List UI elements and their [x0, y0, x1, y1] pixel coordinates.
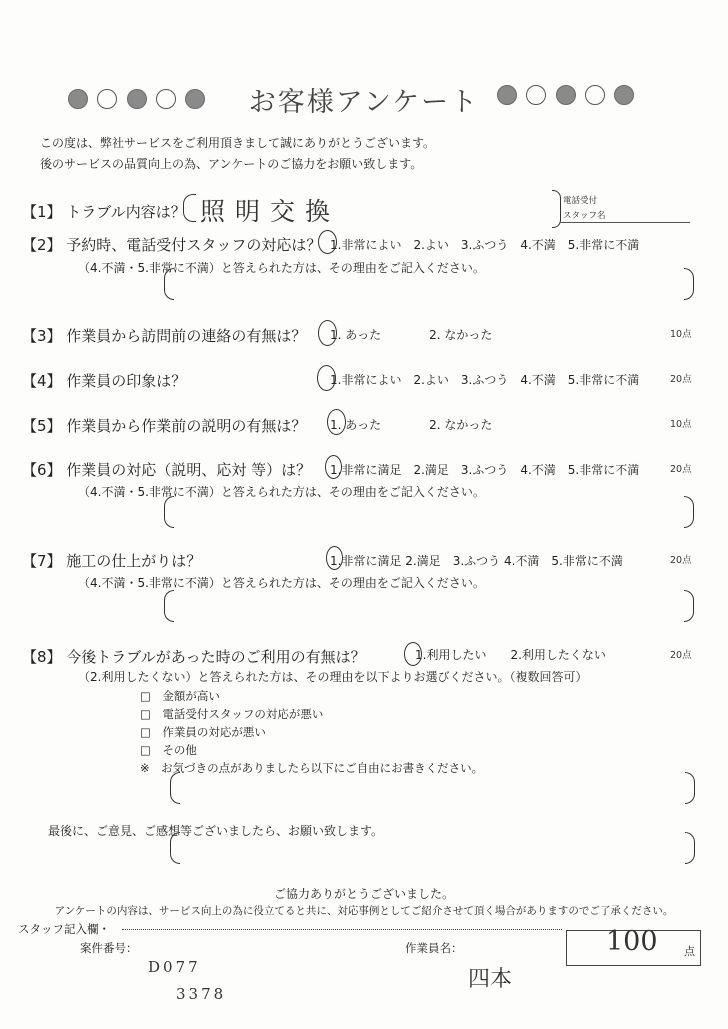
q8-note: （2.利用したくない）と答えられた方は、その理由を以下よりお選びください。（複数回答可） [78, 670, 588, 684]
q5-answer-circle [327, 409, 346, 435]
q8-check-other[interactable]: □ その他 [140, 743, 197, 757]
q4-options: 1.非常によい 2.よい 3.ふつう 4.不満 5.非常に不満 [330, 373, 640, 387]
q1-label: 【1】 トラブル内容は？ [22, 203, 186, 221]
final-note: 最後に、ご意見、ご感想等ございましたら、お願い致します。 [48, 824, 384, 838]
q7-points: 20点 [670, 555, 692, 566]
q2-answer-circle [318, 230, 337, 254]
q8-label: 【8】 今後トラブルがあった時のご利用の有無は？ [22, 648, 366, 666]
q8-check-price[interactable]: □ 金額が高い [140, 689, 220, 703]
q8-check-phone-staff[interactable]: □ 電話受付スタッフの対応が悪い [140, 707, 324, 721]
staff-section-divider [122, 929, 562, 930]
q7-label: 【7】 施工の仕上がりは？ [22, 552, 202, 570]
q5-options: 1. あった 2. なかった [330, 418, 493, 432]
q4-label: 【4】 作業員の印象は？ [22, 372, 187, 390]
deco-dot-filled [614, 85, 634, 105]
case-number-handwritten-1: D077 [148, 958, 201, 976]
q6-label: 【6】 作業員の対応（説明、応対 等）は？ [22, 461, 312, 479]
q4-answer-circle [317, 365, 336, 391]
staff-box-line [560, 222, 690, 223]
worker-name-label: 作業員名： [405, 941, 463, 955]
q6-answer-circle [325, 455, 342, 479]
staff-section-header: スタッフ記入欄・ [18, 922, 110, 936]
q8-points: 20点 [670, 650, 692, 661]
page-title: お客様アンケート [248, 87, 480, 118]
q7-options: 1.非常に満足 2.満足 3.ふつう 4.不満 5.非常に不満 [330, 554, 623, 568]
staff-box-line1: 電話受付 [563, 196, 598, 206]
q2-reason-field[interactable] [164, 268, 694, 300]
score-unit: 点 [684, 945, 695, 958]
intro-line-1: この度は、弊社サービスをご利用頂きまして誠にありがとうございます。 [40, 136, 436, 150]
q8-free-note: ※ お気づきの点がありましたら以下にご自由にお書きください。 [140, 761, 484, 775]
q7-answer-circle [326, 546, 343, 570]
q5-label: 【5】 作業員から作業前の説明の有無は？ [22, 417, 307, 435]
q6-options: 1.非常に満足 2.満足 3.ふつう 4.不満 5.非常に不満 [330, 463, 640, 477]
q2-label: 【2】 予約時、電話受付スタッフの対応は？ [22, 236, 322, 254]
deco-dot [526, 85, 546, 105]
deco-dot-filled [556, 85, 576, 105]
score-value-handwritten: 100 [606, 926, 658, 957]
q6-note: （4.不満・5.非常に不満）と答えられた方は、その理由をご記入ください。 [78, 485, 485, 499]
disclaimer-text: アンケートの内容は、サービス向上の為に役立てると共に、対応事例としてご紹介させて頂く場合がありますのでご了承ください。 [54, 905, 674, 917]
intro-line-2: 後のサービスの品質向上の為、アンケートのご協力をお願い致します。 [40, 157, 423, 171]
q8-answer-circle [404, 642, 422, 666]
q2-options: 1.非常によい 2.よい 3.ふつう 4.不満 5.非常に不満 [330, 238, 640, 252]
q6-points: 20点 [670, 464, 692, 475]
q3-options: 1. あった 2. なかった [330, 328, 493, 342]
q4-points: 20点 [670, 374, 692, 385]
staff-box-line2: スタッフ名 [563, 211, 606, 221]
q3-answer-circle [318, 320, 337, 346]
q7-note: （4.不満・5.非常に不満）と答えられた方は、その理由をご記入ください。 [78, 576, 485, 590]
q8-check-worker[interactable]: □ 作業員の対応が悪い [140, 725, 266, 739]
q2-note: （4.不満・5.非常に不満）と答えられた方は、その理由をご記入ください。 [78, 261, 485, 275]
q5-points: 10点 [670, 419, 692, 430]
deco-dot-filled [497, 85, 517, 105]
worker-name-handwritten: 四本 [468, 967, 513, 992]
q1-answer-handwritten: 照明交換 [200, 197, 341, 226]
case-number-handwritten-2: 3378 [176, 985, 227, 1003]
q7-reason-field[interactable] [164, 590, 694, 622]
deco-dot [585, 85, 605, 105]
staff-box-label [563, 194, 606, 224]
q6-reason-field[interactable] [164, 496, 694, 528]
thanks-text: ご協力ありがとうございました。 [273, 887, 454, 901]
q8-options: 1.利用したい 2.利用したくない [415, 648, 606, 662]
case-number-label: 案件番号： [80, 941, 138, 955]
q8-free-field[interactable] [170, 772, 695, 804]
final-comment-field[interactable] [170, 832, 695, 864]
q3-points: 10点 [670, 329, 692, 340]
q1-bracket [183, 194, 196, 222]
q3-label: 【3】 作業員から訪問前の連絡の有無は？ [22, 327, 307, 345]
